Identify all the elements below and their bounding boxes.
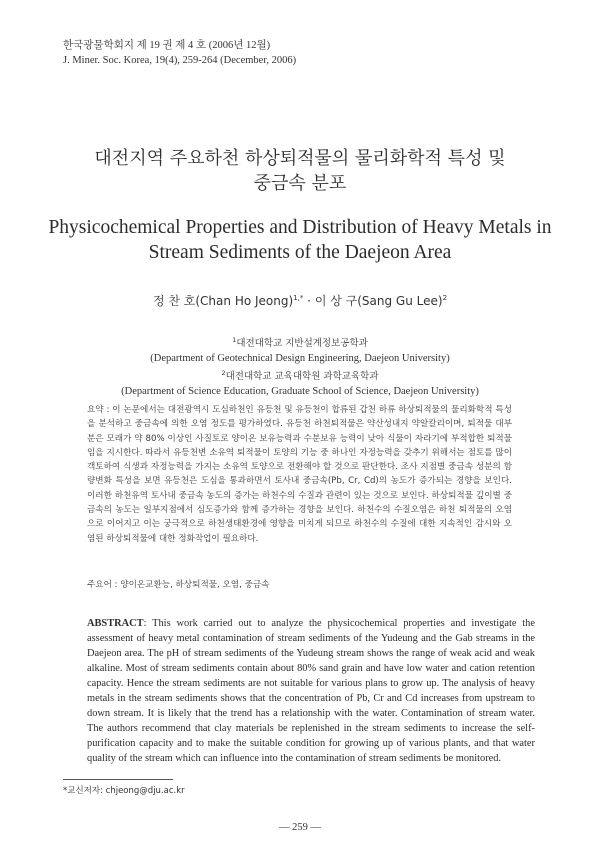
author-2-superscript: 2	[442, 294, 448, 302]
page-number: — 259 —	[279, 822, 321, 833]
keywords-korean: 주요어 : 양이온교환능, 하상퇴적물, 오염, 중금속	[87, 580, 270, 590]
affiliation-1-english: (Department of Geotechnical Design Engineering, Daejeon University)	[150, 353, 450, 365]
affiliations	[30, 333, 570, 399]
author-2: 이 상 구(Sang Gu Lee)	[314, 294, 443, 308]
affiliation-2-korean: $^2$대전대학교 교육대학원 과학교육학과	[221, 369, 379, 383]
affiliation-1-korean: $^1$대전대학교 지반설계정보공학과	[232, 336, 368, 350]
journal-citation-english: J. Miner. Soc. Korea, 19(4), 259-264 (December, 2006)	[63, 55, 297, 66]
abstract-korean: 요약 : 이 논문에서는 대전광역시 도심하천인 유등천 및 유등천이 합류된 갑천 하류 하상퇴적물의 물리화학적 특성을 분석하고 중금속에 의한 오염 정도를 평가하였다. 유등천 하천퇴적물은 약산성내지 약알칼리이며, 퇴적물 대부분은 모래가 약 80% 이상인 사질토로 양이온 보유능력과 수분보유 능력이 낮아 식물이 자라기에 부적합한 퇴적물임을 지시한다. 따라서 유등천변 소유역 퇴적물이 토양의 기능 중 하나인 자정능력을 갖추기 위해서는 점토를 많이 객토하여 식생과 자정능력을 가지는 소유역 토양으로 전환해야 할 것으로 판단한다. 조사 지점별 중금속 성분의 함량변화 특성을 보면 유등천은 도심을 통과하면서 토사내 중금속(Pb, Cr, Cd)의 농도가 증가되는 경향을 보인다. 이러한 하천유역 토사내 중금속 농도의 증가는 하천수의 수질과 관련이 있는 것으로 보인다. 하상퇴적물 깊이별 중금속의 농도는 일부지점에서 심도증가와 함께 증가하는 경향을 보인다. 하천수의 수질오염은 하천 퇴적물의 오염으로 이어지고 이는 궁극적으로 하천생태환경에 영향을 미치게 되므로 하천수의 수질에 대한 지속적인 감시와 오염된 하상퇴적물에 대한 정화작업이 필요하다.	[87, 405, 512, 544]
abstract-label: ABSTRACT	[87, 618, 144, 629]
affiliation-2-superscript: 2	[221, 369, 226, 378]
journal-header	[63, 38, 296, 68]
author-1-superscript: 1,*	[293, 294, 304, 302]
affiliation-2-english: (Department of Science Education, Graduate School of Science, Daejeon University)	[121, 386, 479, 398]
title-korean-line1: 대전지역 주요하천 하상퇴적물의 물리화학적 특성 및	[94, 148, 506, 169]
corresponding-author-footnote: *교신저자: chjeong@dju.ac.kr	[63, 786, 185, 796]
title-english-line2: Stream Sediments of the Daejeon Area	[148, 242, 452, 263]
author-line	[30, 292, 570, 309]
author-separator: ·	[303, 294, 315, 308]
author-1: 정 찬 호(Chan Ho Jeong)	[152, 294, 294, 308]
title-korean	[30, 146, 570, 196]
affiliation-1-superscript: 1	[232, 336, 237, 344]
footnote-divider	[63, 779, 173, 780]
title-english-line1: Physicochemical Properties and Distribution of Heavy Metals in	[48, 217, 552, 238]
title-korean-line2: 중금속 분포	[253, 173, 347, 194]
abstract-english-text: : This work carried out to analyze the physicochemical properties and investigate the assessment of heavy metal contamination of stream sediments of the Yudeung and the Gab streams in the Daejeon area. The pH of stream sediments of the Yudeung stream shows the range of weak acid and weak alkaline. Most of stream sediments contain about 80% sand grain and have low water and cation retention capacity. Hence the stream sediments are not suitable for various plans to grow up. The analysis of heavy metals in the stream sediments shows that the concentration of Pb, Cr and Cd increases from upstream to down stream. It is likely that the trend has a relationship with the water. Contamination of stream water. The authors recommend that clay materials be replenished in the stream sediments to increase the self-purification capacity and to make the suitable condition for growing up of various plants, and that water quality of the stream which can influence into the contamination of stream sediments be monitored.	[87, 618, 535, 764]
title-english	[40, 215, 560, 265]
abstract-english	[87, 616, 535, 766]
journal-citation-korean: 한국광물학회지 제 19 권 제 4 호 (2006년 12월)	[63, 40, 271, 51]
